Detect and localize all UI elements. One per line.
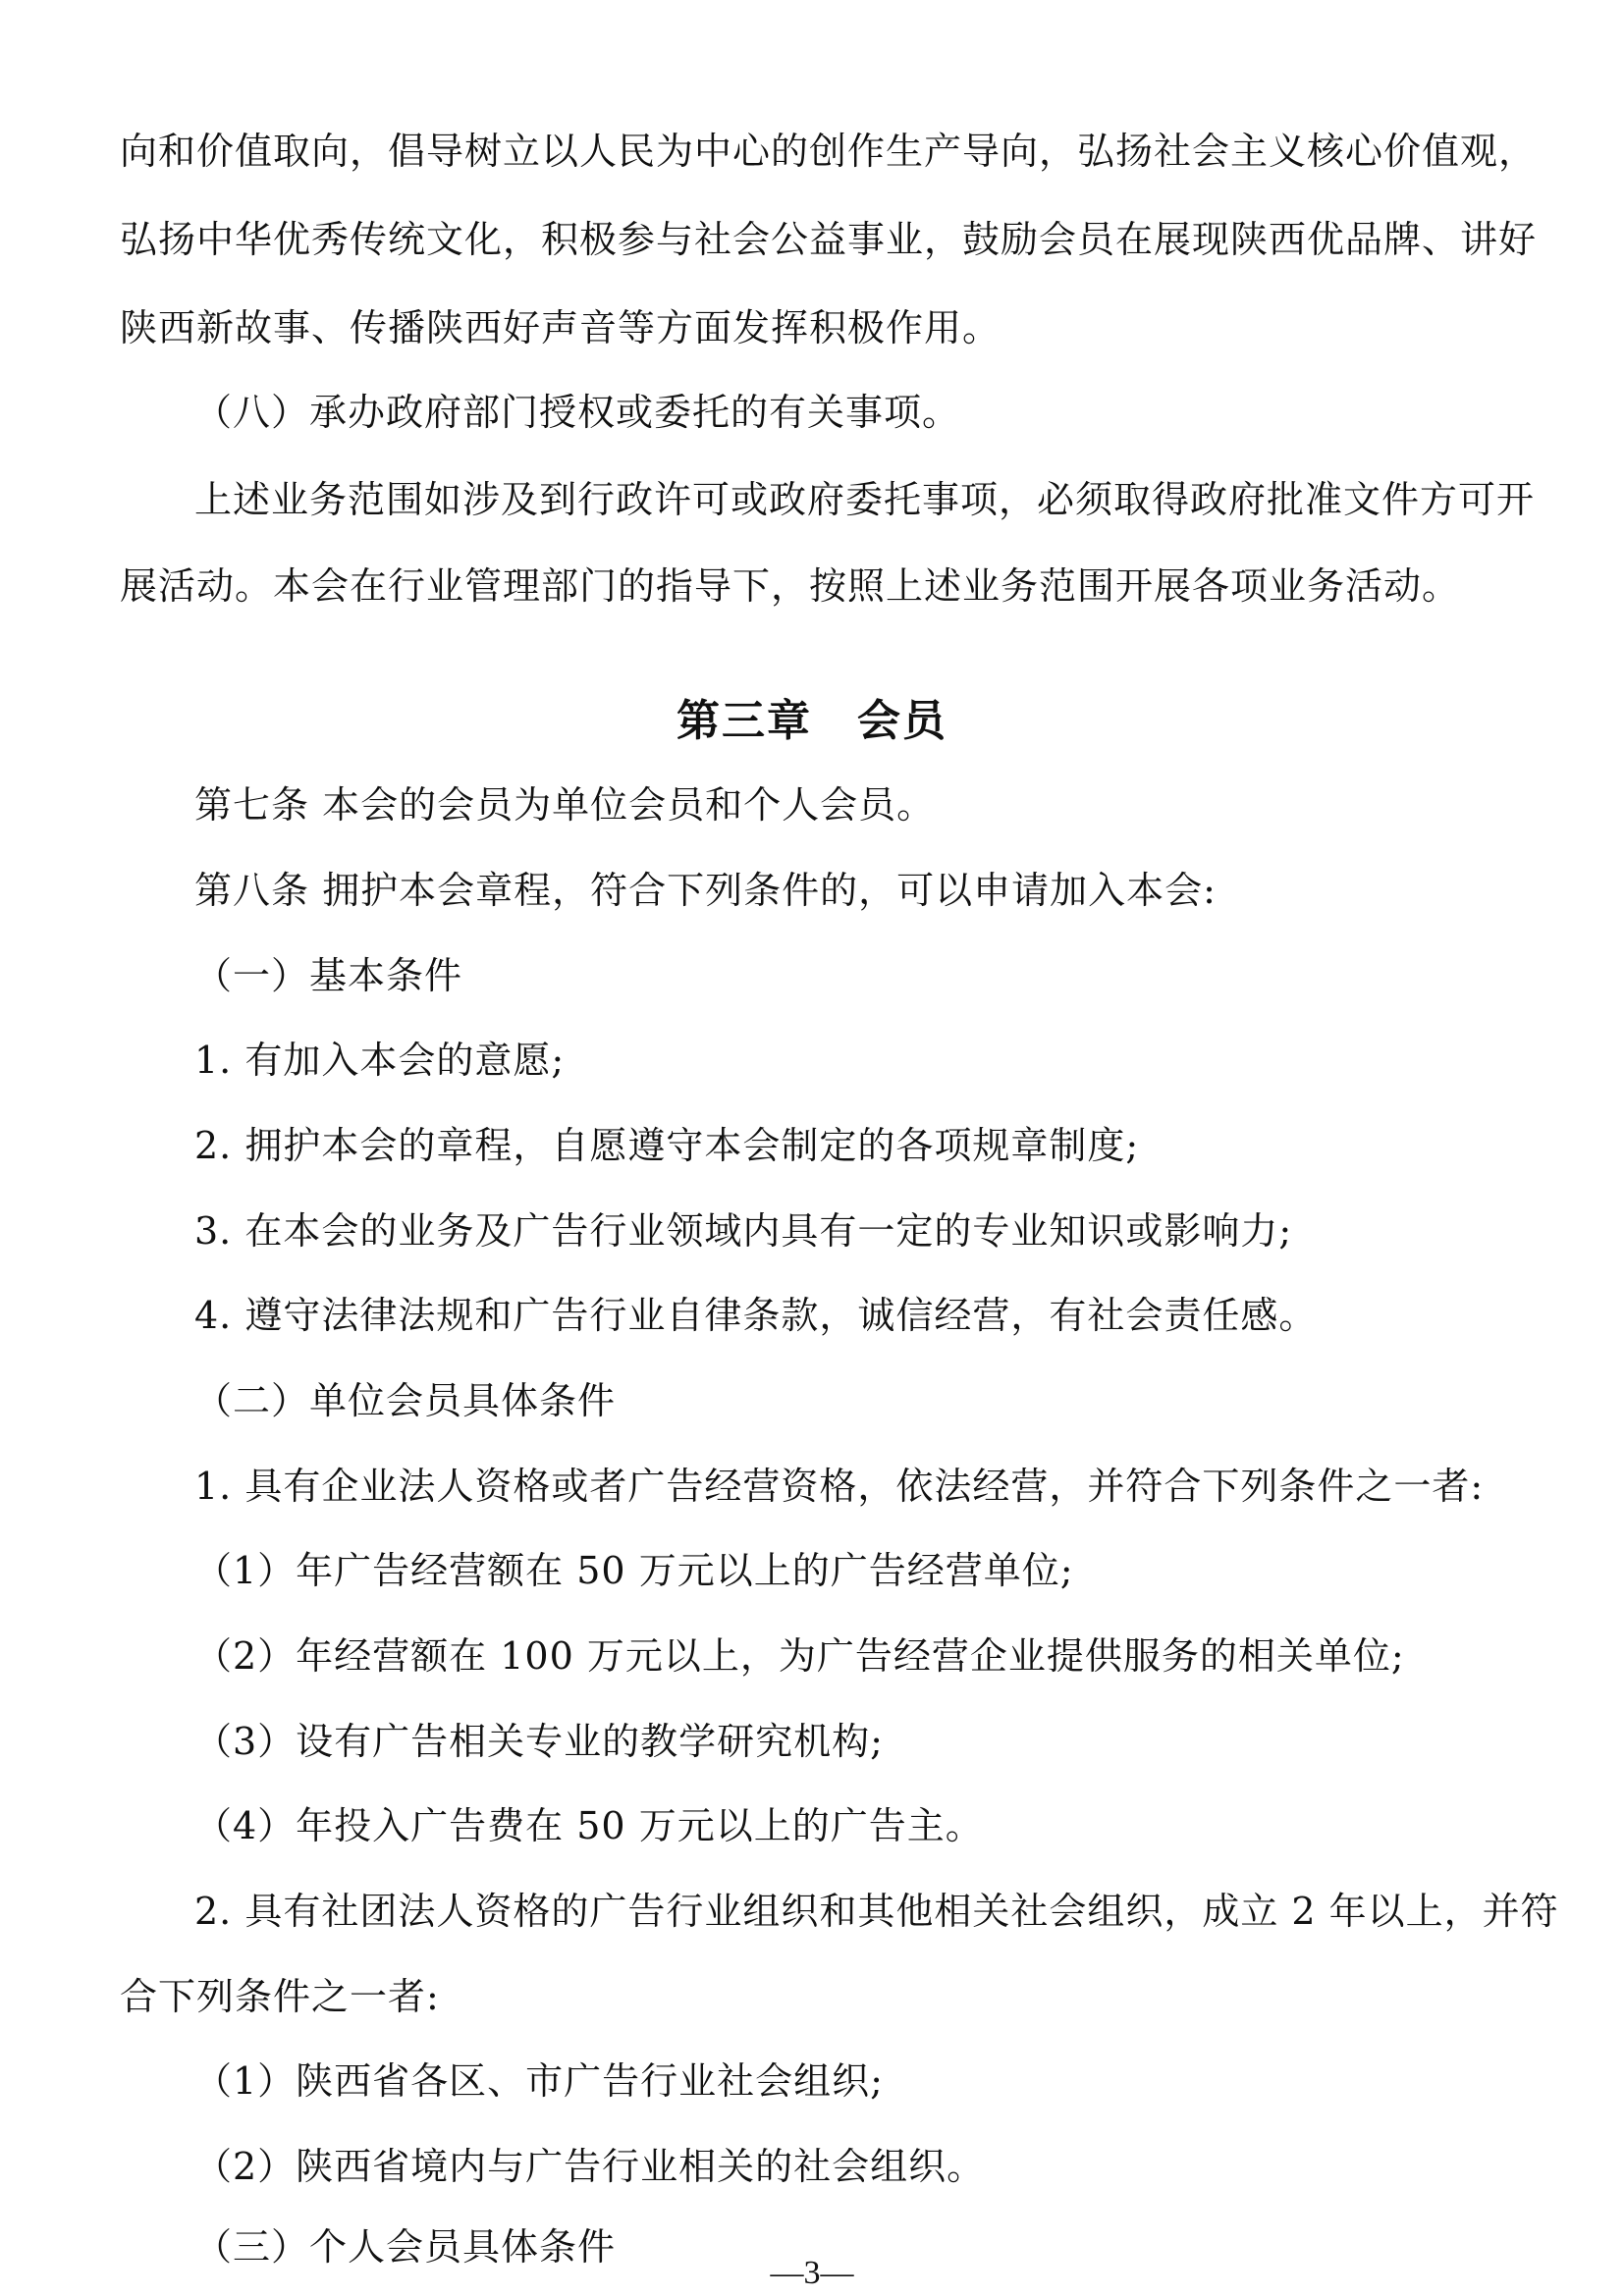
article-line: （二）单位会员具体条件 <box>194 1379 617 1422</box>
article-line: 第八条 拥护本会章程，符合下列条件的，可以申请加入本会: <box>194 869 1217 912</box>
body-paragraph-line: （八）承办政府部门授权或委托的有关事项。 <box>194 391 961 434</box>
article-line: （3）设有广告相关专业的教学研究机构; <box>194 1720 884 1763</box>
article-line: 合下列条件之一者: <box>120 1975 440 2018</box>
body-paragraph-line: 展活动。本会在行业管理部门的指导下，按照上述业务范围开展各项业务活动。 <box>120 564 1461 608</box>
article-line: （三）个人会员具体条件 <box>194 2225 617 2269</box>
article-line: （2）年经营额在 100 万元以上，为广告经营企业提供服务的相关单位; <box>194 1634 1405 1678</box>
article-line: （一）基本条件 <box>194 954 463 997</box>
body-paragraph-line: 陕西新故事、传播陕西好声音等方面发挥积极作用。 <box>120 306 1001 349</box>
chapter-title: 第三章 会员 <box>677 696 947 746</box>
body-paragraph-line: 弘扬中华优秀传统文化，积极参与社会公益事业，鼓励会员在展现陕西优品牌、讲好 <box>120 218 1538 261</box>
article-line: （1）年广告经营额在 50 万元以上的广告经营单位; <box>194 1549 1074 1592</box>
article-line: 第七条 本会的会员为单位会员和个人会员。 <box>194 783 936 827</box>
body-paragraph-line: 上述业务范围如涉及到行政许可或政府委托事项，必须取得政府批准文件方可开 <box>194 478 1536 521</box>
body-paragraph-line: 向和价值取向，倡导树立以人民为中心的创作生产导向，弘扬社会主义核心价值观， <box>120 130 1538 173</box>
article-line: 4. 遵守法律法规和广告行业自律条款，诚信经营，有社会责任感。 <box>194 1294 1318 1337</box>
article-line: （2）陕西省境内与广告行业相关的社会组织。 <box>194 2145 986 2188</box>
article-line: 3. 在本会的业务及广告行业领域内具有一定的专业知识或影响力; <box>194 1209 1293 1253</box>
page-number: —3— <box>770 2255 854 2291</box>
article-line: 2. 拥护本会的章程，自愿遵守本会制定的各项规章制度; <box>194 1124 1140 1167</box>
article-line: 1. 具有企业法人资格或者广告经营资格，依法经营，并符合下列条件之一者: <box>194 1465 1485 1508</box>
article-line: （1）陕西省各区、市广告行业社会组织; <box>194 2059 884 2103</box>
article-line: （4）年投入广告费在 50 万元以上的广告主。 <box>194 1804 984 1847</box>
article-line: 2. 具有社团法人资格的广告行业组织和其他相关社会组织，成立 2 年以上，并符 <box>194 1890 1559 1933</box>
article-line: 1. 有加入本会的意愿; <box>194 1039 566 1082</box>
